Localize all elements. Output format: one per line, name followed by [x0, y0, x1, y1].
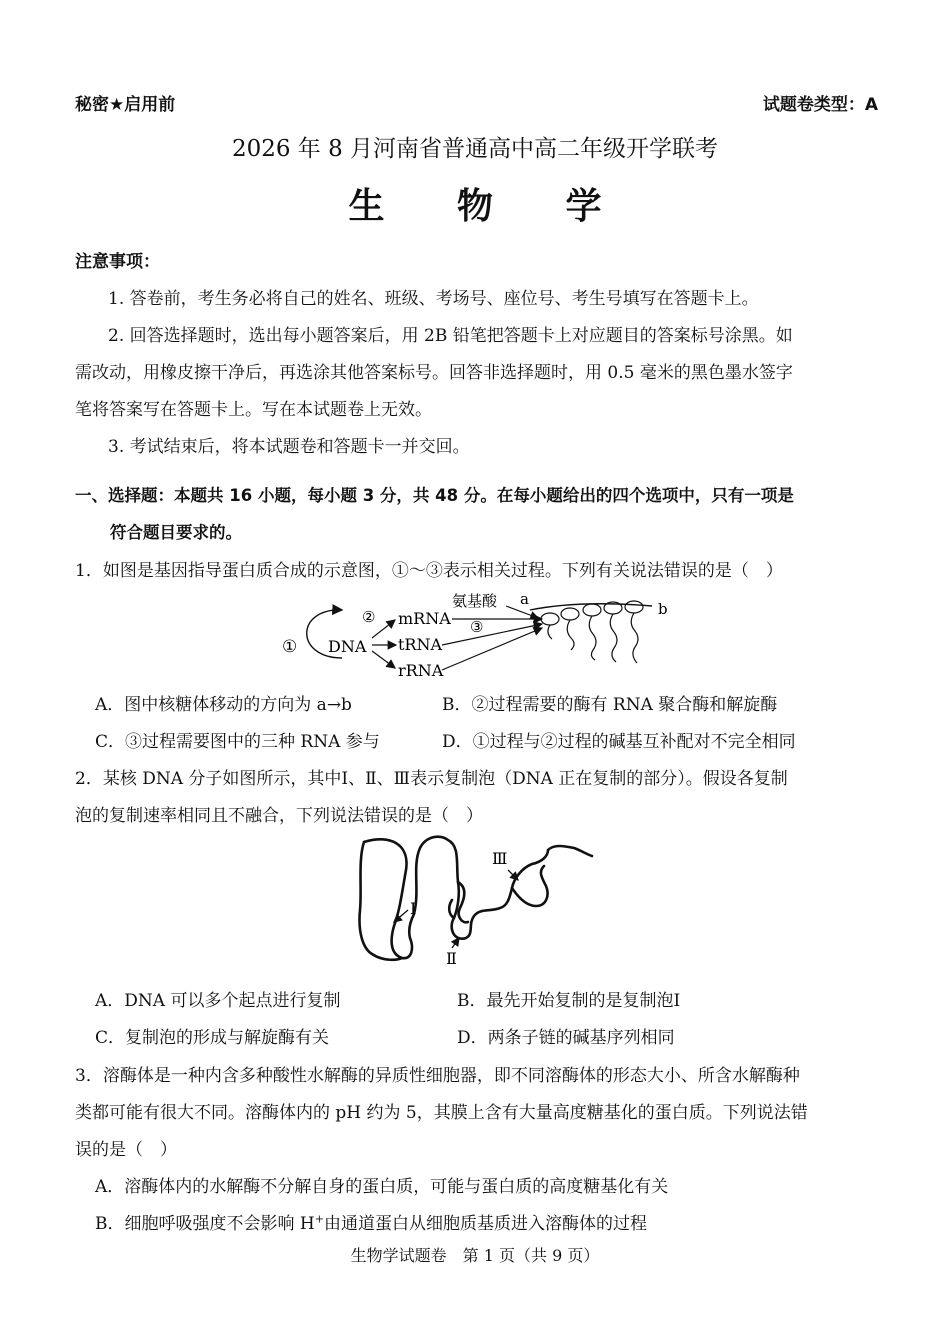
note-item-2-cont: 需改动，用橡皮擦干净后，再选涂其他答案标号。回答非选择题时，用 0.5 毫米的黑色墨水签字 [75, 363, 793, 383]
label-b: b [658, 600, 668, 618]
label-process-2: ② [362, 608, 376, 626]
dna-replication-bubbles-diagram [350, 830, 600, 970]
label-trna: tRNA [398, 635, 443, 654]
q2-stem: 2．某核 DNA 分子如图所示，其中Ⅰ、Ⅱ、Ⅲ表示复制泡（DNA 正在复制的部分）。假设各复制 [75, 769, 788, 789]
note-item-3: 3. 考试结束后，将本试题卷和答题卡一并交回。 [108, 437, 470, 457]
q2-option-d: D．两条子链的碱基序列相同 [457, 1028, 675, 1048]
note-item-2: 2. 回答选择题时，选出每小题答案后，用 2B 铅笔把答题卡上对应题目的答案标号涂黑。如 [108, 326, 793, 346]
label-bubble-1: Ⅰ [410, 899, 417, 918]
subject-title: 生 物 学 [348, 186, 632, 227]
q1-option-a: A．图中核糖体移动的方向为 a→b [95, 695, 352, 715]
q3-option-b [95, 1209, 647, 1234]
notes-heading: 注意事项： [75, 252, 160, 272]
section-heading: 一、选择题：本题共 16 小题，每小题 3 分，共 48 分。在每小题给出的四个选项中，只有一项是 [75, 486, 794, 505]
q3-option-b-sup: + [314, 1212, 324, 1226]
label-amino-acid: 氨基酸 [452, 592, 498, 610]
label-mrna: mRNA [398, 609, 451, 628]
q1-option-d: D．①过程与②过程的碱基互补配对不完全相同 [442, 732, 796, 752]
exam-title: 2026 年 8 月河南省普通高中高二年级开学联考 [231, 136, 719, 162]
page-footer: 生物学试题卷 第 1 页（共 9 页） [350, 1246, 600, 1265]
q2-option-c: C．复制泡的形成与解旋酶有关 [95, 1028, 330, 1048]
label-dna: DNA [328, 637, 367, 656]
label-process-3: ③ [470, 618, 484, 636]
confidential-label: 秘密★启用前 [75, 95, 176, 115]
q3-option-a: A．溶酶体内的水解酶不分解自身的蛋白质，可能与蛋白质的高度糖基化有关 [95, 1177, 669, 1197]
ribosome-icon [583, 604, 601, 616]
note-item-2-cont2: 笔将答案写在答题卡上。写在本试题卷上无效。 [75, 400, 432, 420]
q3-option-b-post: 由通道蛋白从细胞质基质进入溶酶体的过程 [323, 1214, 647, 1234]
q3-stem-cont: 类都可能有很大不同。溶酶体内的 pH 约为 5，其膜上含有大量高度糖基化的蛋白质。下列说法错 [75, 1103, 808, 1123]
label-a: a [520, 590, 529, 608]
ribosome-icon [561, 608, 579, 620]
ribosome-icon [541, 613, 559, 625]
q3-stem: 3．溶酶体是一种内含多种酸性水解酶的异质性细胞器，即不同溶酶体的形态大小、所含水解酶种 [75, 1066, 800, 1086]
label-bubble-2: Ⅱ [446, 949, 457, 968]
gene-expression-diagram [280, 588, 700, 683]
label-rrna: rRNA [398, 661, 444, 680]
q2-option-a: A．DNA 可以多个起点进行复制 [95, 991, 341, 1011]
section-heading-cont: 符合题目要求的。 [110, 523, 242, 542]
ribosome-icon [625, 601, 643, 613]
q1-option-b: B．②过程需要的酶有 RNA 聚合酶和解旋酶 [442, 695, 778, 715]
q2-option-b: B．最先开始复制的是复制泡Ⅰ [457, 991, 681, 1011]
q1-stem: 1．如图是基因指导蛋白质合成的示意图，①～③表示相关过程。下列有关说法错误的是（ ） [75, 561, 783, 581]
q2-stem-cont: 泡的复制速率相同且不融合，下列说法错误的是（ ） [75, 806, 483, 826]
label-bubble-3: Ⅲ [492, 849, 508, 868]
note-item-1: 1. 答卷前，考生务必将自己的姓名、班级、考场号、座位号、考生号填写在答题卡上。 [108, 289, 759, 309]
q1-option-c: C．③过程需要图中的三种 RNA 参与 [95, 732, 380, 752]
label-process-1: ① [282, 637, 298, 657]
paper-type-label: 试题卷类型：A [762, 95, 878, 115]
q3-stem-cont2: 误的是（ ） [75, 1140, 177, 1160]
q3-option-b-pre: B．细胞呼吸强度不会影响 H [95, 1214, 315, 1234]
